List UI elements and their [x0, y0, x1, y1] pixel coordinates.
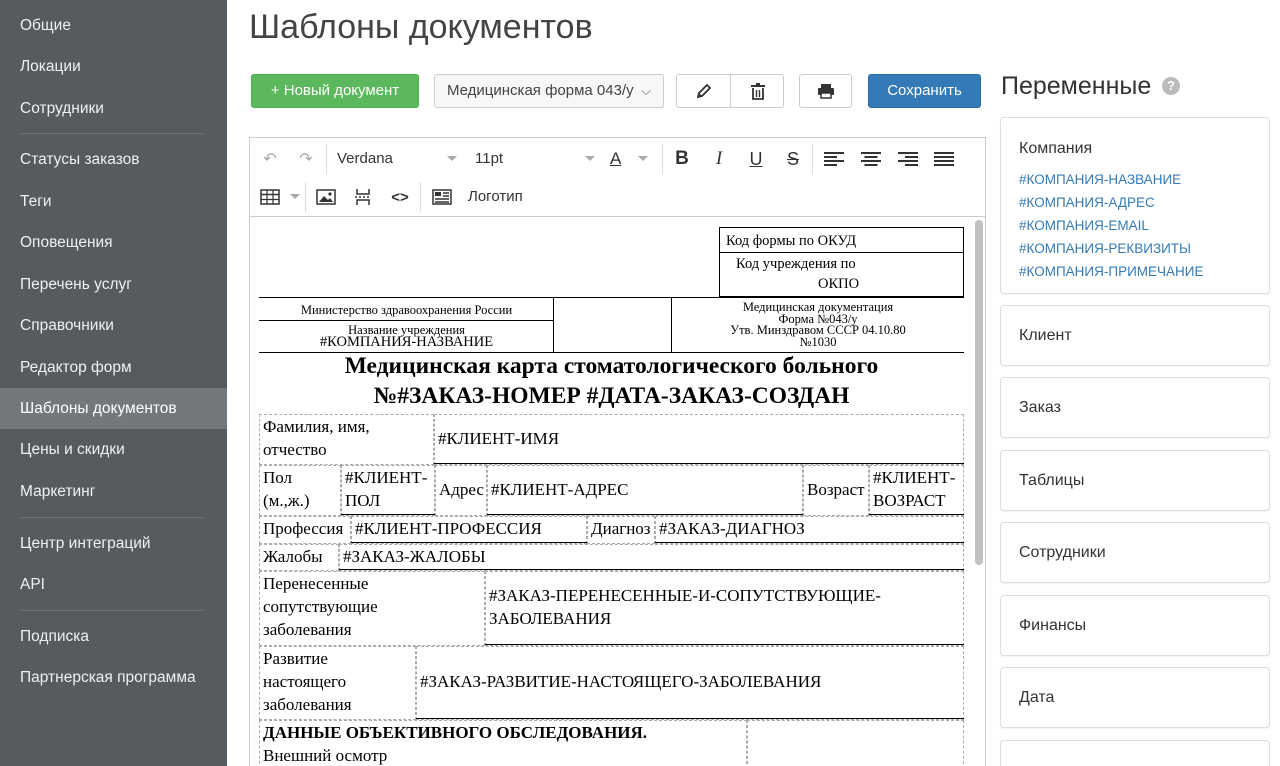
font-color-icon: A: [610, 149, 622, 168]
objective-exam-heading: ДАННЫЕ ОБЪЕКТИВНОГО ОБСЛЕДОВАНИЯ.: [263, 723, 648, 742]
page-break-icon[interactable]: [351, 182, 375, 212]
toolbar-divider: [812, 144, 813, 174]
okud-code-label: Код формы по ОКУД: [726, 233, 857, 249]
header-form-cell: [672, 298, 964, 348]
row-underline: [351, 542, 587, 543]
sidebar-item-subscription[interactable]: Подписка: [20, 628, 90, 645]
template-select[interactable]: [434, 74, 664, 108]
toolbar-divider: [305, 182, 306, 212]
row-underline: [655, 542, 964, 543]
variable-company-note[interactable]: #КОМПАНИЯ-ПРИМЕЧАНИЕ: [1019, 264, 1204, 279]
age-value-line2: ВОЗРАСТ: [873, 491, 946, 510]
bold-icon[interactable]: B: [675, 148, 689, 169]
sidebar-item-employees[interactable]: Сотрудники: [20, 100, 104, 117]
fio-label-line2: отчество: [263, 440, 327, 459]
row-underline: [485, 644, 964, 645]
objective-exam-side-cell: [747, 720, 964, 766]
okud-line: [720, 252, 963, 253]
sidebar-divider: [20, 133, 204, 134]
variables-client-card[interactable]: [1000, 305, 1270, 366]
sex-label-cell: [259, 465, 341, 516]
image-icon[interactable]: [314, 182, 338, 212]
editor-toolbar: [250, 138, 985, 217]
variables-tables-card[interactable]: [1000, 450, 1270, 511]
font-family-value: Verdana: [337, 150, 393, 167]
fio-value-cell: [434, 414, 964, 465]
sidebar-item-integrations[interactable]: Центр интеграций: [20, 535, 151, 552]
variables-date-card[interactable]: [1000, 667, 1270, 728]
delete-button[interactable]: [731, 75, 784, 107]
profession-label-cell: [259, 516, 351, 544]
table-insert-button[interactable]: [260, 182, 300, 212]
edit-delete-group: [676, 74, 784, 108]
diagnosis-value: #ЗАКАЗ-ДИАГНОЗ: [659, 519, 805, 538]
diagnosis-label: Диагноз: [591, 519, 651, 538]
caret-down-icon: [290, 194, 300, 199]
development-line3: заболевания: [263, 695, 352, 714]
print-button[interactable]: [799, 74, 852, 108]
sidebar-item-services[interactable]: Перечень услуг: [20, 276, 132, 293]
sidebar-item-form-editor[interactable]: Редактор форм: [20, 359, 132, 376]
help-icon[interactable]: ?: [1162, 77, 1180, 95]
order-group-title: Заказ: [1019, 399, 1061, 416]
font-size-select[interactable]: [475, 144, 595, 174]
previous-diseases-line3: заболевания: [263, 620, 352, 639]
variables-more-card[interactable]: [1000, 740, 1270, 766]
previous-diseases-value-line2: ЗАБОЛЕВАНИЯ: [489, 609, 612, 628]
page-title: Шаблоны документов: [249, 8, 593, 46]
sidebar-item-locations[interactable]: Локации: [20, 58, 81, 75]
variables-employees-card[interactable]: [1000, 522, 1270, 583]
document-editor: [249, 137, 986, 766]
row-underline: [416, 718, 964, 719]
row-underline: [341, 514, 435, 515]
chevron-down-icon: ⌵: [641, 83, 651, 98]
printer-icon: [817, 83, 835, 99]
previous-diseases-line1: Перенесенные: [263, 574, 369, 593]
development-label-cell: [259, 646, 416, 720]
document-header: [259, 297, 964, 353]
document-title-line1: Медицинская карта стоматологического больного: [344, 353, 879, 379]
sidebar-item-partner[interactable]: Партнерская программа: [20, 669, 196, 686]
profession-label: Профессия: [263, 519, 344, 538]
code-icon[interactable]: <>: [391, 188, 409, 206]
variables-title: Переменные: [1001, 72, 1152, 100]
address-label-cell: [435, 465, 487, 516]
complaints-label: Жалобы: [263, 547, 323, 566]
header-empty-cell: [554, 298, 672, 352]
previous-diseases-value-line1: #ЗАКАЗ-ПЕРЕНЕСЕННЫЕ-И-СОПУТСТВУЮЩИЕ-: [489, 586, 881, 605]
sex-value-line2: ПОЛ: [345, 491, 381, 510]
pencil-icon: [695, 82, 713, 100]
align-justify-icon[interactable]: [932, 144, 956, 174]
sex-value-line1: #КЛИЕНТ-: [345, 468, 428, 487]
strikethrough-icon[interactable]: S: [786, 148, 799, 169]
variable-company-address[interactable]: #КОМПАНИЯ-АДРЕС: [1019, 195, 1155, 210]
complaints-label-cell: [259, 544, 339, 571]
new-document-button[interactable]: + Новый документ: [251, 74, 419, 108]
fio-value: #КЛИЕНТ-ИМЯ: [438, 429, 560, 448]
document-canvas[interactable]: [250, 218, 985, 766]
row-underline: [339, 569, 964, 570]
institution-code-label: Код учреждения по: [736, 256, 856, 272]
address-value-cell: [487, 465, 803, 516]
development-value-cell: [416, 646, 964, 720]
logo-button[interactable]: Логотип: [468, 188, 523, 205]
okpo-label: ОКПО: [818, 276, 860, 292]
date-group-title: Дата: [1019, 689, 1055, 706]
ministry-text: Министерство здравоохранения России: [300, 303, 513, 317]
toolbar-divider: [326, 144, 327, 174]
profession-value-cell: [351, 516, 587, 544]
variable-company-requisites[interactable]: #КОМПАНИЯ-РЕКВИЗИТЫ: [1019, 241, 1192, 256]
age-value-line1: #КЛИЕНТ-: [873, 468, 956, 487]
underline-icon[interactable]: U: [749, 148, 763, 169]
toolbar-divider: [420, 182, 421, 212]
approved-text: Утв. Минздравом СССР 04.10.80: [730, 323, 906, 337]
align-right-icon[interactable]: [896, 144, 920, 174]
layout-icon[interactable]: [430, 182, 454, 212]
caret-down-icon: [638, 156, 648, 161]
italic-icon[interactable]: I: [715, 148, 723, 169]
template-select-value: Медицинская форма 043/у: [447, 82, 634, 99]
form-number-text: Форма №043/у: [778, 311, 858, 326]
previous-diseases-label-cell: [259, 571, 485, 646]
variables-finance-card[interactable]: [1000, 595, 1270, 656]
variables-order-card[interactable]: [1000, 377, 1270, 438]
med-doc-text: Медицинская документация: [742, 300, 894, 314]
editor-scrollbar[interactable]: [975, 220, 983, 565]
sidebar-divider: [20, 610, 204, 611]
objective-exam-cell: [259, 720, 747, 766]
row-underline: [869, 514, 964, 515]
address-label: Адрес: [439, 480, 484, 499]
sidebar-item-directories[interactable]: Справочники: [20, 317, 114, 334]
sidebar: [0, 0, 227, 766]
align-center-icon[interactable]: [859, 144, 883, 174]
sex-label-line1: Пол: [263, 468, 293, 487]
company-group-title[interactable]: Компания: [1019, 140, 1093, 157]
row-underline: [487, 514, 803, 515]
diagnosis-label-cell: [587, 516, 655, 544]
trash-icon: [750, 82, 766, 100]
profession-value: #КЛИЕНТ-ПРОФЕССИЯ: [355, 519, 542, 538]
fio-label-line1: Фамилия, имя,: [263, 417, 370, 436]
age-label-cell: [803, 465, 869, 516]
toolbar-divider: [662, 144, 663, 174]
external-exam-label: Внешний осмотр: [263, 746, 388, 765]
edit-button[interactable]: [677, 75, 730, 107]
redo-icon[interactable]: ↷: [299, 151, 313, 168]
row-underline: [434, 463, 964, 464]
font-color-button[interactable]: [610, 144, 650, 174]
age-value-cell: [869, 465, 964, 516]
document-title-line2: №#ЗАКАЗ-НОМЕР #ДАТА-ЗАКАЗ-СОЗДАН: [373, 383, 850, 409]
variables-company-card: [1000, 117, 1270, 294]
sidebar-item-tags[interactable]: Теги: [20, 193, 52, 210]
sidebar-item-marketing[interactable]: Маркетинг: [20, 483, 96, 500]
header-line: [259, 320, 554, 321]
development-value: #ЗАКАЗ-РАЗВИТИЕ-НАСТОЯЩЕГО-ЗАБОЛЕВАНИЯ: [420, 672, 822, 691]
company-name-var: #КОМПАНИЯ-НАЗВАНИЕ: [319, 334, 494, 350]
undo-icon[interactable]: ↶: [263, 151, 277, 168]
save-button[interactable]: Сохранить: [868, 74, 981, 108]
okud-box: [719, 227, 964, 297]
fio-label-cell: [259, 414, 434, 465]
caret-down-icon: [585, 156, 595, 161]
sidebar-item-doc-templates[interactable]: Шаблоны документов: [0, 388, 227, 429]
previous-diseases-line2: сопутствующие: [263, 597, 378, 616]
address-value: #КЛИЕНТ-АДРЕС: [491, 480, 629, 499]
header-ministry-cell: [259, 298, 554, 352]
finance-group-title: Финансы: [1019, 617, 1087, 634]
sex-value-cell: [341, 465, 435, 516]
complaints-value: #ЗАКАЗ-ЖАЛОБЫ: [343, 547, 486, 566]
caret-down-icon: [447, 156, 457, 161]
font-size-value: 11pt: [475, 150, 504, 167]
variable-company-email[interactable]: #КОМПАНИЯ-EMAIL: [1019, 218, 1149, 233]
sidebar-item-order-statuses[interactable]: Статусы заказов: [20, 151, 140, 168]
age-label: Возраст: [807, 480, 865, 499]
order-number-text: №1030: [799, 334, 837, 349]
complaints-value-cell: [339, 544, 964, 571]
previous-diseases-value-cell: [485, 571, 964, 646]
align-left-icon[interactable]: [822, 144, 846, 174]
development-line2: настоящего: [263, 672, 347, 691]
client-group-title: Клиент: [1019, 327, 1072, 344]
sex-label-line2: (м.,ж.): [263, 491, 310, 510]
sidebar-item-general[interactable]: Общие: [20, 17, 71, 34]
tables-group-title: Таблицы: [1019, 472, 1085, 489]
sidebar-item-api[interactable]: API: [20, 576, 45, 593]
sidebar-item-notifications[interactable]: Оповещения: [20, 234, 113, 251]
development-line1: Развитие: [263, 649, 328, 668]
table-icon: [260, 189, 280, 205]
font-family-select[interactable]: [337, 144, 457, 174]
employees-group-title: Сотрудники: [1019, 544, 1106, 561]
sidebar-divider: [20, 517, 204, 518]
sidebar-item-prices[interactable]: Цены и скидки: [20, 441, 125, 458]
diagnosis-value-cell: [655, 516, 964, 544]
institution-name-label: Название учреждения: [348, 323, 465, 337]
variable-company-name[interactable]: #КОМПАНИЯ-НАЗВАНИЕ: [1019, 172, 1182, 187]
